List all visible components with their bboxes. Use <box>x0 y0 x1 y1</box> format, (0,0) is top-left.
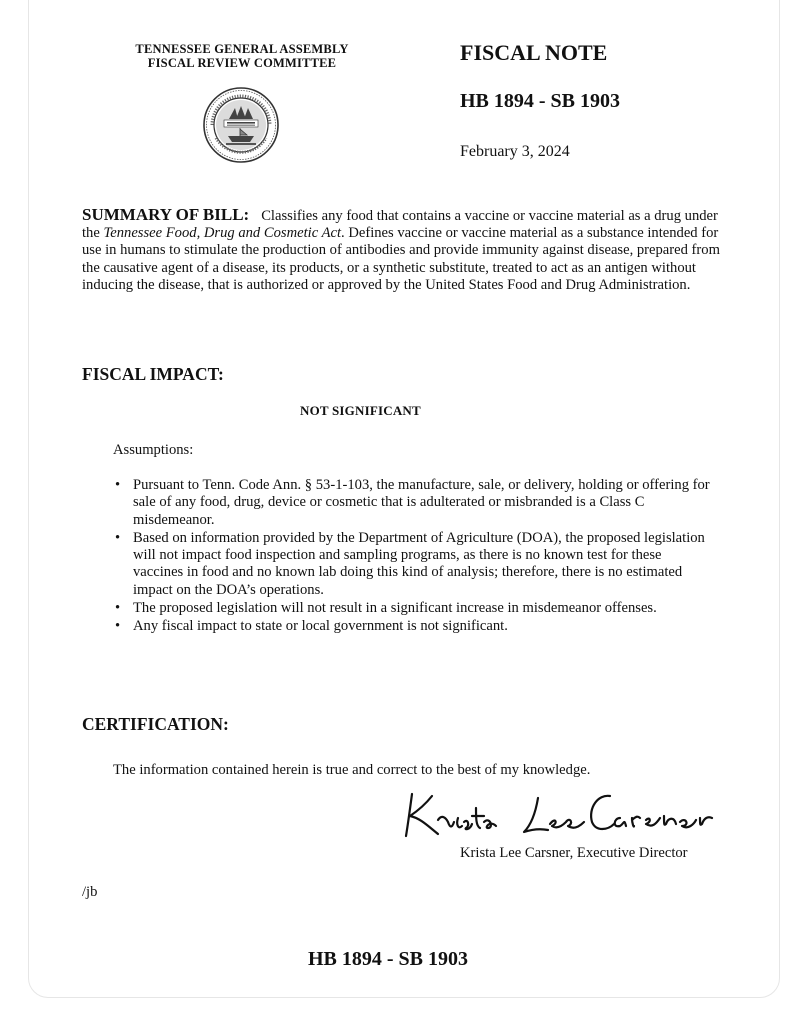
summary-heading: SUMMARY OF BILL: <box>82 205 250 224</box>
list-item <box>113 477 713 529</box>
typist-initials: /jb <box>82 884 98 900</box>
certification-heading: CERTIFICATION: <box>82 714 229 734</box>
impact-result: NOT SIGNIFICANT <box>300 403 421 418</box>
document-date: February 3, 2024 <box>460 143 570 160</box>
state-seal-icon <box>202 86 280 164</box>
list-item <box>113 600 713 617</box>
bullet-icon: • <box>115 618 121 635</box>
assumptions-list <box>113 477 713 637</box>
bullet-icon: • <box>115 600 121 617</box>
bullet-icon: • <box>115 529 121 546</box>
handwritten-signature <box>398 784 718 846</box>
certification-text: The information contained herein is true and correct to the best of my knowledge. <box>113 762 591 778</box>
summary-section <box>82 206 722 294</box>
summary-text-a: Classifies any food that contains a vaccine or vaccine material as a drug under the <box>82 208 718 242</box>
summary-text-b: . Defines vaccine or vaccine material as a substance intended for use in humans to stimulate the production of antibodies and provide immunity against disease, prepared from the causative agent of a disease, its products, or a synthetic substitute, treated to act as an antigen without inducing the disease, that is authorized or approved by the United States Food and Drug Administration. <box>82 225 720 293</box>
list-item <box>113 618 713 635</box>
header-line-1: TENNESSEE GENERAL ASSEMBLY <box>135 42 349 56</box>
document-title: FISCAL NOTE <box>460 40 608 65</box>
footer-bill-number: HB 1894 - SB 1903 <box>308 948 469 970</box>
bullet-text: Any fiscal impact to state or local government is not significant. <box>133 618 508 635</box>
header-line-2: FISCAL REVIEW COMMITTEE <box>147 56 337 70</box>
bullet-icon: • <box>115 477 121 493</box>
bullet-text: The proposed legislation will not result in a significant increase in misdemeanor offenses. <box>133 600 657 617</box>
bill-number: HB 1894 - SB 1903 <box>460 90 621 112</box>
committee-header <box>92 42 392 70</box>
list-item <box>113 530 713 599</box>
assumptions-label: Assumptions: <box>113 442 194 458</box>
bullet-text: Pursuant to Tenn. Code Ann. § 53-1-103, the manufacture, sale, or delivery, holding or offering for sale of any food, drug, device or cosmetic that is adulterated or misbranded is a Class C misdemeanor. <box>133 477 710 528</box>
fiscal-impact-heading: FISCAL IMPACT: <box>82 364 224 384</box>
signer-name: Krista Lee Carsner, Executive Director <box>460 845 688 861</box>
act-name: Tennessee Food, Drug and Cosmetic Act <box>103 225 342 242</box>
bullet-text: Based on information provided by the Department of Agriculture (DOA), the proposed legislation will not impact food inspection and sampling programs, as there is no known test for these vaccines in food and no known lab doing this kind of analysis; therefore, there is no estimated impact on the DOA’s operations. <box>133 529 705 598</box>
